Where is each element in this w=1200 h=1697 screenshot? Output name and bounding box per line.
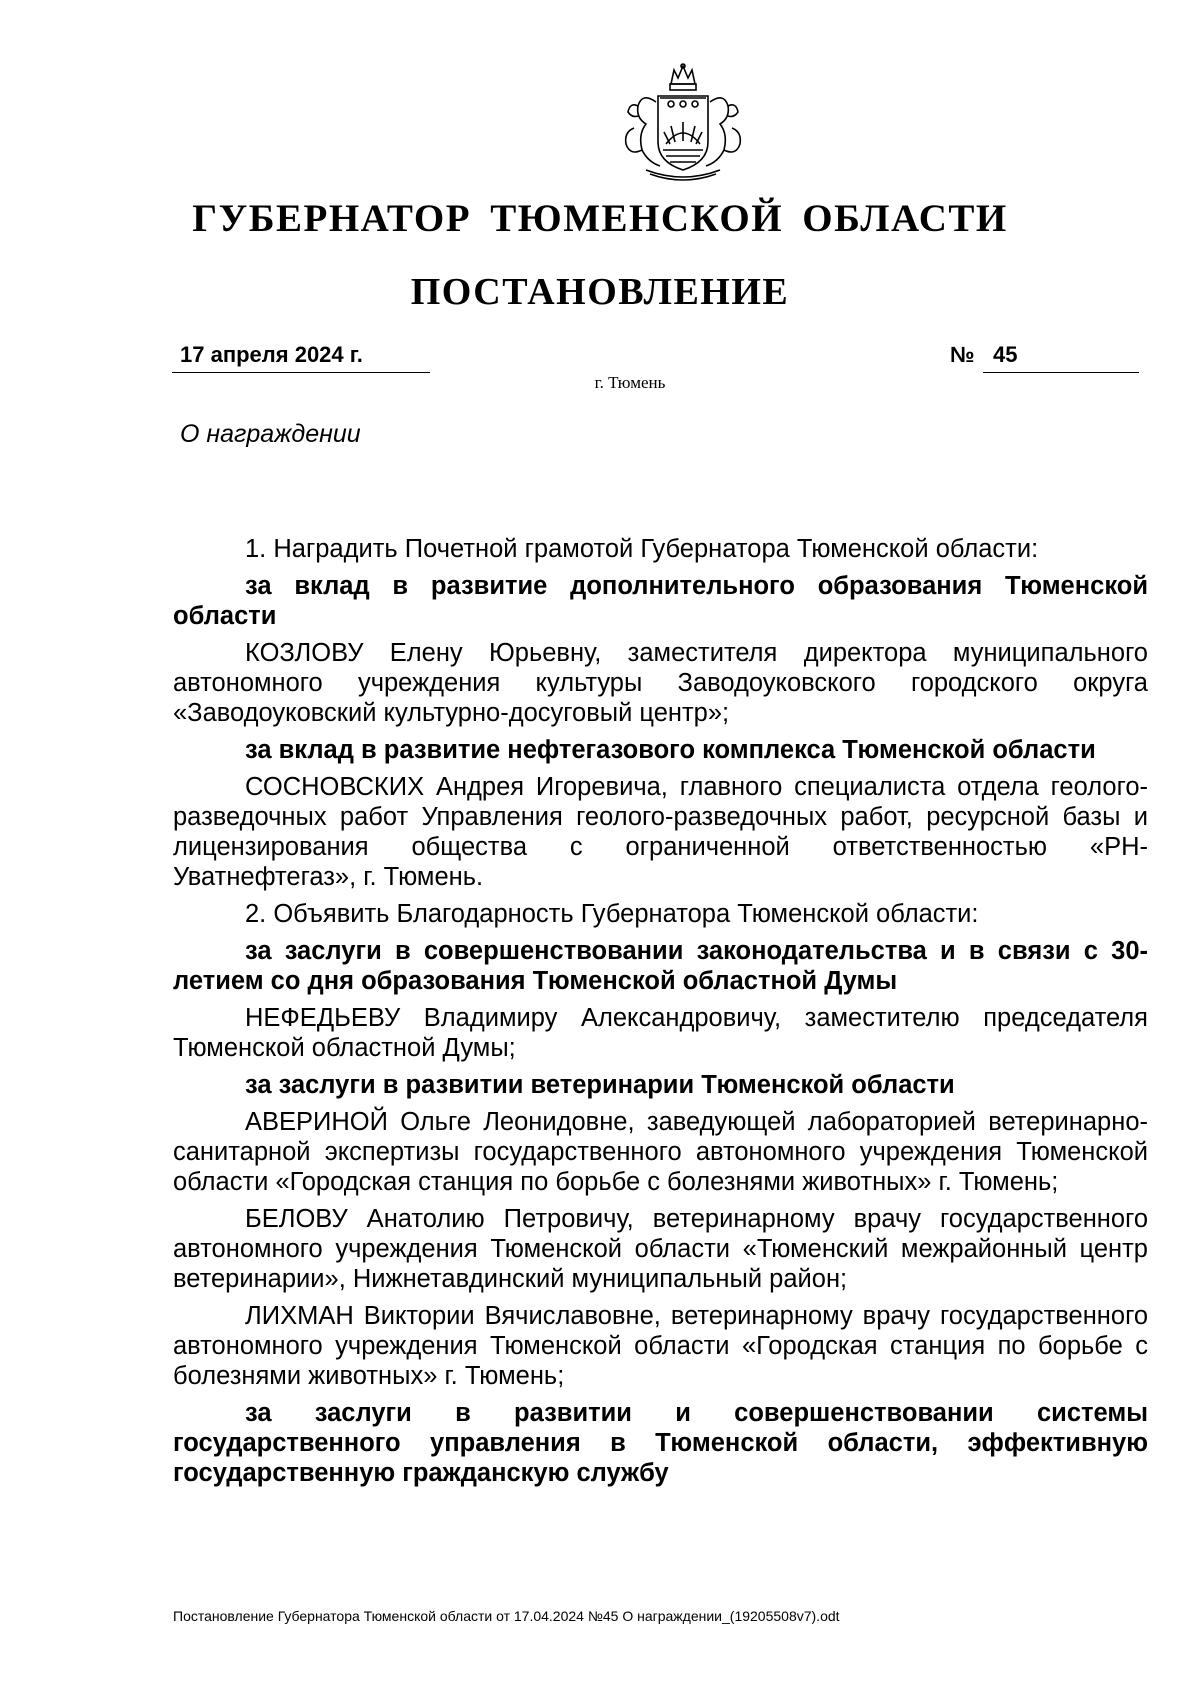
body-paragraph: за заслуги в совершенствовании законодательства и в связи с 30-летием со дня образования Тюменской областной Думы bbox=[173, 937, 1148, 995]
body-paragraph: за вклад в развитие нефтегазового комплекса Тюменской области bbox=[245, 736, 1096, 764]
city-label: г. Тюмень bbox=[594, 373, 666, 392]
file-footer: Постановление Губернатора Тюменской области от 17.04.2024 №45 О награждении_(19205508v7).odt bbox=[173, 1608, 840, 1624]
document-type-title: ПОСТАНОВЛЕНИЕ bbox=[410, 271, 790, 313]
document-number: 45 bbox=[993, 342, 1018, 367]
number-field bbox=[983, 342, 1139, 373]
body-paragraph: за заслуги в развитии ветеринарии Тюменской области bbox=[245, 1071, 955, 1099]
body-paragraph: 1. Наградить Почетной грамотой Губернатора Тюменской области: bbox=[245, 535, 1039, 563]
body-paragraph: БЕЛОВУ Анатолию Петровичу, ветеринарному врачу государственного автономного учреждения Тюменской области «Тюменский межрайонный центр ветеринарии», Нижнетавдинский муниципальный район; bbox=[173, 1205, 1148, 1293]
document-body bbox=[173, 534, 1148, 1495]
document-subject: О награждении bbox=[180, 420, 361, 448]
coat-of-arms-emblem bbox=[608, 62, 758, 184]
body-paragraph: за заслуги в развитии и совершенствовании системы государственного управления в Тюменской области, эффективную государственную гражданскую службу bbox=[173, 1399, 1148, 1487]
issuer-title: ГУБЕРНАТОР ТЮМЕНСКОЙ ОБЛАСТИ bbox=[192, 197, 1008, 240]
body-paragraph: ЛИХМАН Виктории Вячиславовне, ветеринарному врачу государственного автономного учреждения Тюменской области «Городская станция по борьбе с болезнями животных» г. Тюмень; bbox=[173, 1302, 1148, 1390]
body-paragraph: за вклад в развитие дополнительного образования Тюменской области bbox=[173, 572, 1148, 630]
body-paragraph: СОСНОВСКИХ Андрея Игоревича, главного специалиста отдела геолого-разведочных работ Управления геолого-разведочных работ, ресурсной базы и лицензирования общества с ограниченной ответственностью «РН-Уватнефтегаз», г. Тюмень. bbox=[173, 773, 1148, 891]
body-paragraph: АВЕРИНОЙ Ольге Леонидовне, заведующей лабораторией ветеринарно-санитарной экспертизы государственного автономного учреждения Тюменской области «Городская станция по борьбе с болезнями животных» г. Тюмень; bbox=[173, 1108, 1148, 1196]
body-paragraph: НЕФЕДЬЕВУ Владимиру Александровичу, заместителю председателя Тюменской областной Думы; bbox=[173, 1004, 1148, 1062]
document-date: 17 апреля 2024 г. bbox=[180, 342, 363, 367]
body-paragraph: КОЗЛОВУ Елену Юрьевну, заместителя директора муниципального автономного учреждения культуры Заводоуковского городского округа «Заводоуковский культурно-досуговый центр»; bbox=[173, 639, 1148, 727]
number-sign: № bbox=[950, 342, 975, 367]
body-paragraph: 2. Объявить Благодарность Губернатора Тюменской области: bbox=[245, 900, 979, 928]
date-field bbox=[172, 342, 430, 373]
